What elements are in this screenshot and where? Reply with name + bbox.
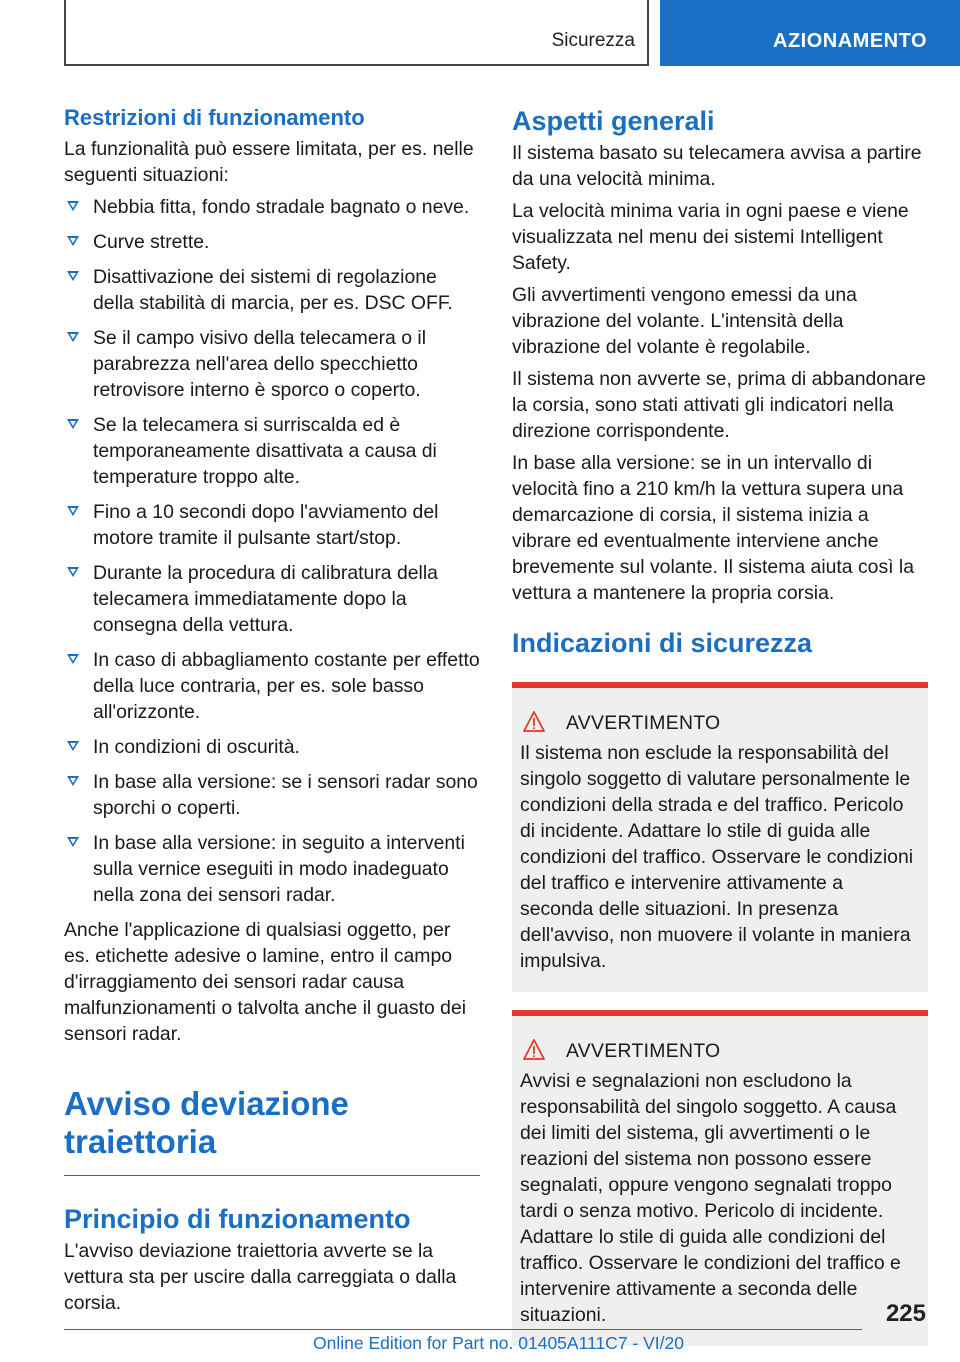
footer-edition: Online Edition for Part no. 01405A111C7 - VI/20 [313, 1333, 684, 1353]
list-item [64, 412, 480, 490]
list-item [64, 194, 480, 220]
left-column [64, 104, 480, 1322]
general-paragraph: La velocità minima varia in ogni paese e viene visualizzata nel menu dei sistemi Intelligent Safety. [512, 200, 909, 274]
warning-triangle-icon [522, 710, 566, 736]
list-item [64, 229, 480, 255]
header-section-label: Sicurezza [551, 30, 635, 51]
header-chapter-tab: AZIONAMENTO [660, 0, 960, 66]
warning-box [512, 1010, 928, 1346]
list-item-text: Fino a 10 secondi dopo l'avviamento del motore tramite il pulsante start/stop. [93, 501, 439, 549]
warning-triangle-icon [522, 1038, 566, 1064]
general-paragraph: Il sistema basato su telecamera avvisa a partire da una velocità minima. [512, 142, 922, 190]
general-paragraph: Il sistema non avverte se, prima di abbandonare la corsia, sono stati attivati gli indicatori nella direzione corrispondente. [512, 368, 926, 442]
triangle-bullet-icon [67, 567, 79, 577]
list-item [64, 647, 480, 725]
restrictions-title: Restrizioni di funzionamento [64, 105, 365, 130]
footer-divider [64, 1329, 862, 1330]
list-item-text: In caso di abbagliamento costante per effetto della luce contraria, per es. sole basso all'orizzonte. [93, 649, 480, 723]
warning-title: AVVERTIMENTO [566, 1040, 721, 1062]
list-item [64, 325, 480, 403]
triangle-bullet-icon [67, 271, 79, 281]
list-item-text: Durante la procedura di calibratura della telecamera immediatamente dopo la consegna della vettura. [93, 562, 438, 636]
general-title: Aspetti generali [512, 106, 715, 136]
triangle-bullet-icon [67, 741, 79, 751]
warning-title: AVVERTIMENTO [566, 712, 721, 734]
restrictions-outro: Anche l'applicazione di qualsiasi oggetto, per es. etichette adesive o lamine, entro il campo d'irraggiamento dei sensori radar causa malfunzionamenti o talvolta anche il guasto dei sensori radar. [64, 919, 467, 1045]
list-item-text: Nebbia fitta, fondo stradale bagnato o neve. [93, 196, 470, 218]
triangle-bullet-icon [67, 837, 79, 847]
warning-box [512, 682, 928, 992]
general-paragraph: Gli avvertimenti vengono emessi da una vibrazione del volante. L'intensità della vibrazione del volante è regolabile. [512, 284, 857, 358]
list-item [64, 830, 480, 908]
triangle-bullet-icon [67, 506, 79, 516]
triangle-bullet-icon [67, 332, 79, 342]
list-item [64, 734, 480, 760]
general-paragraph: In base alla versione: se in un intervallo di velocità fino a 210 km/h la vettura supera una demarcazione di corsia, il sistema inizia a vibrare ed eventualmente interviene anche brevemente sul volante. Il sistema aiuta così la vettura a mantenere la propria corsia. [512, 452, 915, 604]
header-section-box [64, 0, 649, 66]
restrictions-list [64, 194, 480, 908]
list-item [64, 264, 480, 316]
principle-title: Principio di funzionamento [64, 1204, 411, 1234]
triangle-bullet-icon [67, 236, 79, 246]
page-number: 225 [885, 1300, 926, 1327]
list-item-text: In condizioni di oscurità. [93, 736, 300, 758]
list-item-text: Se il campo visivo della telecamera o il parabrezza nell'area dello specchietto retrovisore interno è sporco o coperto. [93, 327, 427, 401]
principle-text: L'avviso deviazione traiettoria avverte se la vettura sta per uscire dalla carreggiata o dalla corsia. [64, 1240, 457, 1314]
list-item [64, 499, 480, 551]
warning-text: Avvisi e segnalazioni non escludono la responsabilità del singolo soggetto. A causa dei limiti del sistema, gli avvertimenti o le reazioni del sistema non possono essere segnalati, oppure vengono segnalati troppo tardi o senza motivo. Pericolo di incidente. Adattare lo stile di guida alle condizioni del traffico. Osservare le condizioni del traffico e intervenire attivamente a seconda delle situazioni. [520, 1070, 901, 1326]
list-item-text: Se la telecamera si surriscalda ed è temporaneamente disattivata a causa di temperature troppo alte. [93, 414, 437, 488]
safety-title: Indicazioni di sicurezza [512, 628, 813, 658]
list-item-text: Disattivazione dei sistemi di regolazione della stabilità di marcia, per es. DSC OFF. [93, 266, 453, 314]
restrictions-intro: La funzionalità può essere limitata, per es. nelle seguenti situazioni: [64, 138, 474, 186]
triangle-bullet-icon [67, 654, 79, 664]
triangle-bullet-icon [67, 776, 79, 786]
warning-text: Il sistema non esclude la responsabilità del singolo soggetto di valutare personalmente le condizioni della strada e del traffico. Pericolo di incidente. Adattare lo stile di guida alle condizioni del traffico. Osservare le condizioni del traffico e intervenire attivamente a seconda delle situazioni. In presenza dell'avviso, non muovere il volante in maniera impulsiva. [520, 742, 914, 972]
chapter-title: Avviso deviazione traiettoria [64, 1085, 480, 1176]
list-item-text: In base alla versione: in seguito a interventi sulla vernice eseguiti in modo inadeguato nella zona dei sensori radar. [93, 832, 465, 906]
list-item [64, 560, 480, 638]
triangle-bullet-icon [67, 201, 79, 211]
right-column [512, 104, 928, 1362]
list-item-text: In base alla versione: se i sensori radar sono sporchi o coperti. [93, 771, 478, 819]
triangle-bullet-icon [67, 419, 79, 429]
list-item-text: Curve strette. [93, 231, 210, 253]
list-item [64, 769, 480, 821]
